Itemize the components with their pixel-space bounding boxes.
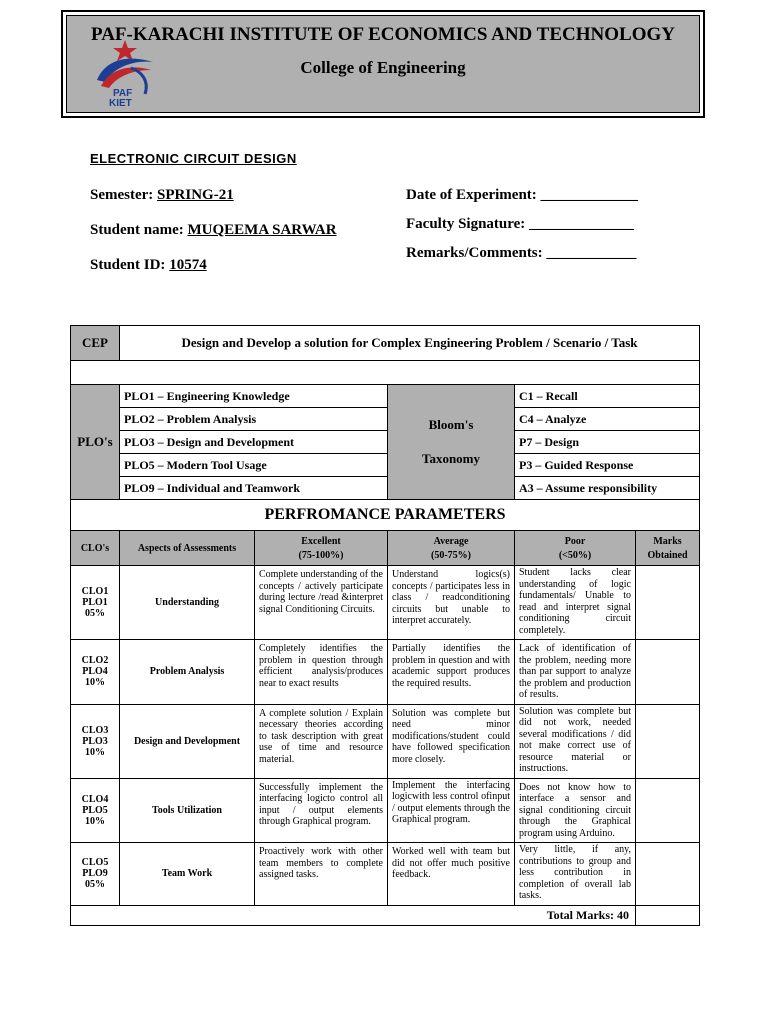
aspect-cell: Team Work bbox=[120, 843, 255, 906]
total-marks-obtained-cell[interactable] bbox=[636, 905, 700, 925]
header-excellent bbox=[255, 531, 388, 566]
total-marks: Total Marks: 40 bbox=[71, 905, 636, 925]
excellent-label: Excellent bbox=[301, 535, 341, 547]
table-row bbox=[71, 566, 700, 640]
poor-cell: Solution was complete but did not work, needed several modifications / did not make correct use of resource material or instructions. bbox=[515, 704, 636, 778]
marks-label: Marks bbox=[653, 535, 682, 547]
aspect-cell: Problem Analysis bbox=[120, 640, 255, 705]
plo-item: PLO9 – Individual and Teamwork bbox=[120, 477, 388, 500]
average-cell: Solution was complete but need minor modifications/student could have followed specification more closely. bbox=[388, 704, 515, 778]
taxonomy-item: C1 – Recall bbox=[515, 385, 700, 408]
clo-id: CLO2 bbox=[81, 655, 109, 667]
table-row bbox=[71, 640, 700, 705]
date-of-experiment-field: Date of Experiment: _____________ bbox=[406, 187, 639, 203]
excellent-range: (75-100%) bbox=[298, 549, 344, 561]
student-name-label: Student name: bbox=[90, 222, 188, 238]
header-aspects: Aspects of Assessments bbox=[120, 531, 255, 566]
clo-cell bbox=[71, 843, 120, 906]
clo-id: CLO3 bbox=[81, 724, 109, 736]
excellent-cell: Completely identifies the problem in question through efficient analysis/produces near to exact results bbox=[255, 640, 388, 705]
clo-id: CLO5 bbox=[81, 857, 109, 869]
semester-label: Semester: bbox=[90, 187, 158, 203]
excellent-cell: Successfully implement the interfacing logicto control all input / output elements through Graphical program. bbox=[255, 778, 388, 843]
clo-cell bbox=[71, 704, 120, 778]
cep-label: CEP bbox=[71, 326, 120, 361]
clo-cell bbox=[71, 566, 120, 640]
faculty-signature-field: Faculty Signature: ______________ bbox=[406, 216, 635, 232]
student-id-value: 10574 bbox=[169, 257, 207, 273]
institute-header bbox=[61, 10, 705, 118]
performance-parameters-title: PERFROMANCE PARAMETERS bbox=[71, 500, 700, 531]
weight: 05% bbox=[85, 879, 105, 891]
plo-item: PLO5 – Modern Tool Usage bbox=[120, 454, 388, 477]
table-row bbox=[71, 843, 700, 906]
weight: 05% bbox=[85, 608, 105, 619]
poor-cell: Student lacks clear understanding of logic fundamentals/ Unable to read and interpret signal conditioning circuit completely. bbox=[515, 566, 636, 640]
marks-cell[interactable] bbox=[636, 640, 700, 705]
clo-id: CLO1 bbox=[81, 586, 109, 597]
header-banner bbox=[66, 15, 700, 113]
table-row bbox=[71, 778, 700, 843]
poor-range: (<50%) bbox=[558, 549, 592, 561]
poor-cell: Very little, if any, contributions to group and less contribution in completion of overall lab tasks. bbox=[515, 843, 636, 906]
plo-item: PLO1 – Engineering Knowledge bbox=[120, 385, 388, 408]
average-cell: Partially identifies the problem in question and with academic support produces the required results. bbox=[388, 640, 515, 705]
plo-id: PLO3 bbox=[82, 735, 108, 747]
blank-row bbox=[71, 361, 700, 385]
poor-cell: Does not know how to interface a sensor and signal conditioning circuit through the Graphical program using Arduino. bbox=[515, 778, 636, 843]
header-average bbox=[388, 531, 515, 566]
average-cell: Understand logics(s) concepts / participates less in class / readconditioning circuits but unable to interpret accurately. bbox=[388, 566, 515, 640]
college-name: College of Engineering bbox=[300, 58, 466, 77]
header-poor bbox=[515, 531, 636, 566]
remarks-field: Remarks/Comments: ____________ bbox=[406, 245, 637, 261]
average-label: Average bbox=[433, 535, 469, 547]
taxonomy-item: C4 – Analyze bbox=[515, 408, 700, 431]
average-cell: Implement the interfacing logicwith less control ofinput / output elements through the Graphical program. bbox=[388, 778, 515, 843]
marks-cell[interactable] bbox=[636, 704, 700, 778]
svg-text:KIET: KIET bbox=[109, 98, 132, 108]
plo-item: PLO2 – Problem Analysis bbox=[120, 408, 388, 431]
student-name-value: MUQEEMA SARWAR bbox=[187, 222, 337, 238]
taxonomy-item: P3 – Guided Response bbox=[515, 454, 700, 477]
excellent-cell: Proactively work with other team members to complete assigned tasks. bbox=[255, 843, 388, 906]
cep-description: Design and Develop a solution for Complex Engineering Problem / Scenario / Task bbox=[120, 326, 700, 361]
aspect-cell: Tools Utilization bbox=[120, 778, 255, 843]
weight: 10% bbox=[85, 815, 105, 827]
student-id-field bbox=[90, 257, 207, 274]
header-clo: CLO's bbox=[71, 531, 120, 566]
marks-cell[interactable] bbox=[636, 843, 700, 906]
clo-id: CLO4 bbox=[81, 793, 109, 805]
aspect-cell: Understanding bbox=[120, 566, 255, 640]
poor-cell: Lack of identification of the problem, needing more than par support to analyze the problem and production of results. bbox=[515, 640, 636, 705]
blooms-taxonomy-label bbox=[388, 385, 515, 500]
plo-id: PLO1 bbox=[82, 597, 108, 608]
marks-cell[interactable] bbox=[636, 566, 700, 640]
clo-cell bbox=[71, 640, 120, 705]
student-name-field bbox=[90, 222, 337, 239]
semester-value: SPRING-21 bbox=[157, 187, 234, 203]
header-marks bbox=[636, 531, 700, 566]
table-row bbox=[71, 704, 700, 778]
weight: 10% bbox=[85, 746, 105, 758]
excellent-cell: A complete solution / Explain necessary theories according to task description with great use of time and resource material. bbox=[255, 704, 388, 778]
weight: 10% bbox=[85, 677, 105, 689]
semester-field bbox=[90, 187, 234, 204]
plo-label: PLO's bbox=[71, 385, 120, 500]
taxonomy-item: A3 – Assume responsibility bbox=[515, 477, 700, 500]
plo-id: PLO9 bbox=[82, 868, 108, 880]
taxonomy-label: Taxonomy bbox=[421, 451, 481, 466]
student-id-label: Student ID: bbox=[90, 257, 170, 273]
taxonomy-item: P7 – Design bbox=[515, 431, 700, 454]
clo-cell bbox=[71, 778, 120, 843]
average-range: (50-75%) bbox=[431, 549, 471, 561]
course-title: ELECTRONIC CIRCUIT DESIGN bbox=[90, 151, 297, 166]
plo-id: PLO4 bbox=[82, 666, 108, 678]
obtained-label: Obtained bbox=[647, 549, 688, 561]
svg-text:PAF: PAF bbox=[113, 88, 133, 99]
plo-item: PLO3 – Design and Development bbox=[120, 431, 388, 454]
excellent-cell: Complete understanding of the concepts / actively participate during lecture /read &interpret signal Conditioning Circuits. bbox=[255, 566, 388, 640]
poor-label: Poor bbox=[564, 535, 586, 547]
plo-id: PLO5 bbox=[82, 804, 108, 816]
average-cell: Worked well with team but did not offer much positive feedback. bbox=[388, 843, 515, 906]
institute-name: PAF-KARACHI INSTITUTE OF ECONOMICS AND TECHNOLOGY bbox=[91, 24, 675, 45]
marks-cell[interactable] bbox=[636, 778, 700, 843]
aspect-cell: Design and Development bbox=[120, 704, 255, 778]
assessment-rubric-table bbox=[70, 325, 700, 926]
blooms-label: Bloom's bbox=[428, 417, 474, 432]
